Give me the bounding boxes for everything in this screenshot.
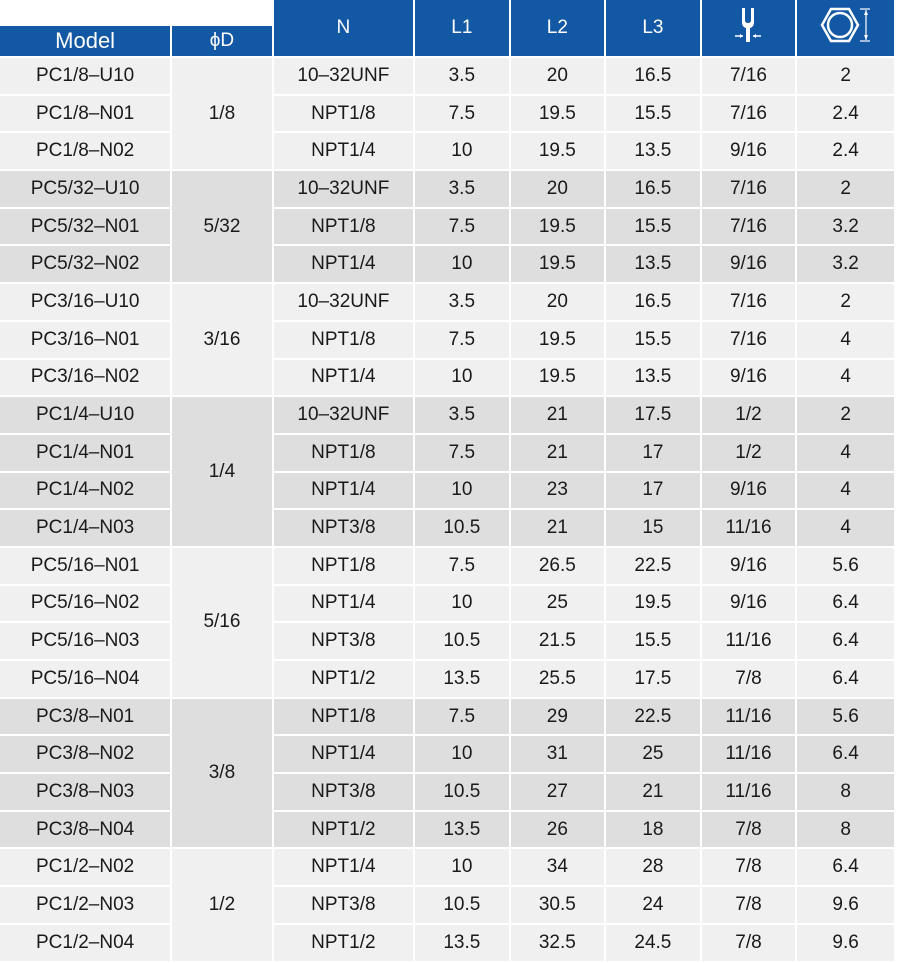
cell-hex-size: 2.4: [797, 96, 894, 132]
cell-l1: 10: [415, 360, 509, 396]
cell-n: NPT1/2: [274, 812, 413, 848]
cell-l2: 19.5: [511, 360, 605, 396]
cell-model: PC3/8–N02: [0, 736, 170, 772]
cell-l1: 7.5: [415, 699, 509, 735]
cell-wrench-size: 7/8: [702, 812, 796, 848]
cell-n: NPT1/8: [274, 435, 413, 471]
cell-l2: 31: [511, 736, 605, 772]
table-row: [0, 360, 894, 396]
table-row: [0, 849, 894, 885]
cell-n: 10–32UNF: [274, 397, 413, 433]
table-row: [0, 246, 894, 282]
cell-n: NPT3/8: [274, 887, 413, 923]
table-row: [0, 133, 894, 169]
cell-l1: 3.5: [415, 58, 509, 94]
header-l3: L3: [606, 0, 700, 56]
table-row: [0, 548, 894, 584]
cell-hex-size: 6.4: [797, 849, 894, 885]
cell-l2: 25: [511, 586, 605, 622]
cell-l3: 13.5: [606, 246, 700, 282]
cell-model: PC5/32–N02: [0, 246, 170, 282]
table-row: [0, 736, 894, 772]
cell-n: NPT1/8: [274, 96, 413, 132]
cell-wrench-size: 7/8: [702, 849, 796, 885]
table-row: [0, 623, 894, 659]
cell-l3: 15.5: [606, 96, 700, 132]
cell-wrench-size: 9/16: [702, 473, 796, 509]
cell-l1: 7.5: [415, 96, 509, 132]
cell-l1: 7.5: [415, 435, 509, 471]
cell-hex-size: 2: [797, 284, 894, 320]
cell-wrench-size: 1/2: [702, 397, 796, 433]
cell-wrench-size: 11/16: [702, 736, 796, 772]
cell-wrench-size: 11/16: [702, 774, 796, 810]
cell-hex-size: 2.4: [797, 133, 894, 169]
table-row: [0, 510, 894, 546]
cell-model: PC1/2–N03: [0, 887, 170, 923]
cell-hex-size: 9.6: [797, 887, 894, 923]
table-row: [0, 96, 894, 132]
cell-l2: 27: [511, 774, 605, 810]
cell-hex-size: 6.4: [797, 623, 894, 659]
cell-wrench-size: 7/16: [702, 171, 796, 207]
header-row: [0, 0, 894, 56]
cell-n: NPT3/8: [274, 623, 413, 659]
cell-wrench-size: 9/16: [702, 548, 796, 584]
cell-model: PC1/8–N01: [0, 96, 170, 132]
cell-l3: 25: [606, 736, 700, 772]
cell-l1: 7.5: [415, 209, 509, 245]
cell-l2: 23: [511, 473, 605, 509]
hex-size-icon: [818, 5, 874, 45]
cell-l3: 22.5: [606, 699, 700, 735]
cell-n: NPT1/4: [274, 133, 413, 169]
cell-l2: 25.5: [511, 661, 605, 697]
header-model: [0, 0, 170, 56]
cell-model: PC1/8–N02: [0, 133, 170, 169]
cell-wrench-size: 11/16: [702, 510, 796, 546]
cell-hex-size: 8: [797, 774, 894, 810]
cell-l3: 17.5: [606, 661, 700, 697]
cell-l2: 19.5: [511, 209, 605, 245]
cell-l3: 19.5: [606, 586, 700, 622]
cell-hex-size: 2: [797, 58, 894, 94]
cell-wrench-size: 7/8: [702, 887, 796, 923]
cell-l3: 22.5: [606, 548, 700, 584]
cell-wrench-size: 1/2: [702, 435, 796, 471]
cell-phi-d: 1/4: [172, 397, 271, 546]
header-model-label: Model: [55, 28, 116, 53]
cell-phi-d: 1/8: [172, 58, 271, 169]
cell-hex-size: 6.4: [797, 586, 894, 622]
cell-l2: 29: [511, 699, 605, 735]
cell-l3: 13.5: [606, 360, 700, 396]
cell-l2: 19.5: [511, 96, 605, 132]
cell-l3: 15: [606, 510, 700, 546]
table-row: [0, 887, 894, 923]
cell-l3: 17: [606, 435, 700, 471]
cell-hex-size: 4: [797, 322, 894, 358]
cell-l2: 32.5: [511, 925, 605, 961]
cell-hex-size: 6.4: [797, 661, 894, 697]
table-row: [0, 209, 894, 245]
cell-n: 10–32UNF: [274, 58, 413, 94]
cell-l3: 13.5: [606, 133, 700, 169]
cell-model: PC1/4–N02: [0, 473, 170, 509]
cell-wrench-size: 7/16: [702, 96, 796, 132]
spec-table-body: [0, 58, 894, 961]
cell-n: NPT1/4: [274, 736, 413, 772]
cell-wrench-size: 9/16: [702, 586, 796, 622]
cell-l2: 21.5: [511, 623, 605, 659]
cell-wrench-size: 7/16: [702, 209, 796, 245]
table-row: [0, 397, 894, 433]
cell-l2: 30.5: [511, 887, 605, 923]
cell-l3: 17.5: [606, 397, 700, 433]
wrench-size-icon: [733, 5, 763, 45]
cell-hex-size: 2: [797, 397, 894, 433]
cell-wrench-size: 7/16: [702, 322, 796, 358]
cell-model: PC1/4–N03: [0, 510, 170, 546]
cell-n: NPT1/8: [274, 209, 413, 245]
cell-n: NPT1/2: [274, 925, 413, 961]
cell-l2: 19.5: [511, 246, 605, 282]
cell-model: PC1/2–N02: [0, 849, 170, 885]
table-row: [0, 284, 894, 320]
cell-phi-d: 5/16: [172, 548, 271, 697]
cell-n: 10–32UNF: [274, 284, 413, 320]
header-phi-d-label: ϕD: [209, 30, 235, 51]
cell-l1: 3.5: [415, 397, 509, 433]
cell-l3: 15.5: [606, 209, 700, 245]
cell-l3: 16.5: [606, 284, 700, 320]
cell-l1: 10: [415, 133, 509, 169]
table-row: [0, 473, 894, 509]
cell-l3: 16.5: [606, 58, 700, 94]
header-hex: [797, 0, 894, 56]
cell-l1: 10.5: [415, 510, 509, 546]
cell-l1: 7.5: [415, 548, 509, 584]
cell-n: NPT1/4: [274, 246, 413, 282]
cell-l2: 21: [511, 435, 605, 471]
cell-l1: 3.5: [415, 171, 509, 207]
cell-n: NPT1/8: [274, 322, 413, 358]
cell-l2: 34: [511, 849, 605, 885]
cell-l2: 19.5: [511, 322, 605, 358]
cell-n: NPT1/2: [274, 661, 413, 697]
cell-hex-size: 8: [797, 812, 894, 848]
cell-model: PC5/16–N04: [0, 661, 170, 697]
header-n: N: [274, 0, 413, 56]
cell-l1: 10.5: [415, 623, 509, 659]
cell-l3: 24: [606, 887, 700, 923]
cell-model: PC1/4–N01: [0, 435, 170, 471]
cell-l1: 10.5: [415, 887, 509, 923]
cell-hex-size: 6.4: [797, 736, 894, 772]
table-row: [0, 661, 894, 697]
cell-hex-size: 3.2: [797, 246, 894, 282]
cell-n: NPT3/8: [274, 774, 413, 810]
cell-l3: 15.5: [606, 322, 700, 358]
cell-model: PC5/16–N02: [0, 586, 170, 622]
cell-model: PC3/8–N04: [0, 812, 170, 848]
cell-l1: 10: [415, 246, 509, 282]
cell-l3: 28: [606, 849, 700, 885]
cell-l3: 21: [606, 774, 700, 810]
table-row: [0, 435, 894, 471]
cell-l2: 19.5: [511, 133, 605, 169]
cell-model: PC1/2–N04: [0, 925, 170, 961]
cell-l3: 17: [606, 473, 700, 509]
cell-hex-size: 4: [797, 510, 894, 546]
cell-hex-size: 5.6: [797, 699, 894, 735]
cell-wrench-size: 9/16: [702, 360, 796, 396]
cell-l3: 24.5: [606, 925, 700, 961]
table-row: [0, 171, 894, 207]
cell-l2: 21: [511, 510, 605, 546]
cell-l2: 21: [511, 397, 605, 433]
cell-n: NPT1/8: [274, 699, 413, 735]
cell-hex-size: 4: [797, 360, 894, 396]
cell-l1: 10: [415, 586, 509, 622]
cell-wrench-size: 7/8: [702, 661, 796, 697]
cell-hex-size: 2: [797, 171, 894, 207]
header-l1: L1: [415, 0, 509, 56]
cell-n: NPT1/4: [274, 849, 413, 885]
cell-model: PC5/32–U10: [0, 171, 170, 207]
cell-l1: 10: [415, 473, 509, 509]
cell-l1: 13.5: [415, 812, 509, 848]
table-row: [0, 699, 894, 735]
cell-model: PC5/16–N03: [0, 623, 170, 659]
cell-l2: 20: [511, 284, 605, 320]
cell-hex-size: 3.2: [797, 209, 894, 245]
cell-l3: 15.5: [606, 623, 700, 659]
cell-wrench-size: 7/16: [702, 284, 796, 320]
cell-l2: 26.5: [511, 548, 605, 584]
cell-hex-size: 4: [797, 473, 894, 509]
cell-model: PC3/8–N01: [0, 699, 170, 735]
cell-model: PC3/16–N01: [0, 322, 170, 358]
cell-wrench-size: 9/16: [702, 133, 796, 169]
cell-n: NPT3/8: [274, 510, 413, 546]
table-row: [0, 586, 894, 622]
cell-wrench-size: 11/16: [702, 623, 796, 659]
cell-wrench-size: 9/16: [702, 246, 796, 282]
cell-n: NPT1/4: [274, 360, 413, 396]
cell-l3: 16.5: [606, 171, 700, 207]
cell-phi-d: 3/8: [172, 699, 271, 848]
table-row: [0, 774, 894, 810]
cell-phi-d: 5/32: [172, 171, 271, 282]
cell-model: PC1/4–U10: [0, 397, 170, 433]
table-row: [0, 925, 894, 961]
table-row: [0, 322, 894, 358]
cell-l2: 26: [511, 812, 605, 848]
cell-l3: 18: [606, 812, 700, 848]
cell-wrench-size: 7/16: [702, 58, 796, 94]
cell-model: PC5/16–N01: [0, 548, 170, 584]
cell-hex-size: 4: [797, 435, 894, 471]
cell-wrench-size: 11/16: [702, 699, 796, 735]
cell-l2: 20: [511, 171, 605, 207]
cell-l1: 13.5: [415, 661, 509, 697]
table-row: [0, 58, 894, 94]
table-row: [0, 812, 894, 848]
cell-l1: 13.5: [415, 925, 509, 961]
header-l2: L2: [511, 0, 605, 56]
cell-l1: 10: [415, 736, 509, 772]
cell-l1: 3.5: [415, 284, 509, 320]
cell-n: NPT1/8: [274, 548, 413, 584]
cell-hex-size: 9.6: [797, 925, 894, 961]
cell-model: PC5/32–N01: [0, 209, 170, 245]
cell-model: PC3/16–U10: [0, 284, 170, 320]
cell-n: 10–32UNF: [274, 171, 413, 207]
cell-l2: 20: [511, 58, 605, 94]
cell-model: PC1/8–U10: [0, 58, 170, 94]
cell-l1: 7.5: [415, 322, 509, 358]
cell-phi-d: 1/2: [172, 849, 271, 960]
header-phi-d: [172, 0, 271, 56]
cell-n: NPT1/4: [274, 473, 413, 509]
cell-l1: 10.5: [415, 774, 509, 810]
cell-l1: 10: [415, 849, 509, 885]
cell-wrench-size: 7/8: [702, 925, 796, 961]
cell-hex-size: 5.6: [797, 548, 894, 584]
cell-model: PC3/8–N03: [0, 774, 170, 810]
cell-n: NPT1/4: [274, 586, 413, 622]
cell-model: PC3/16–N02: [0, 360, 170, 396]
cell-phi-d: 3/16: [172, 284, 271, 395]
header-wrench: [702, 0, 796, 56]
